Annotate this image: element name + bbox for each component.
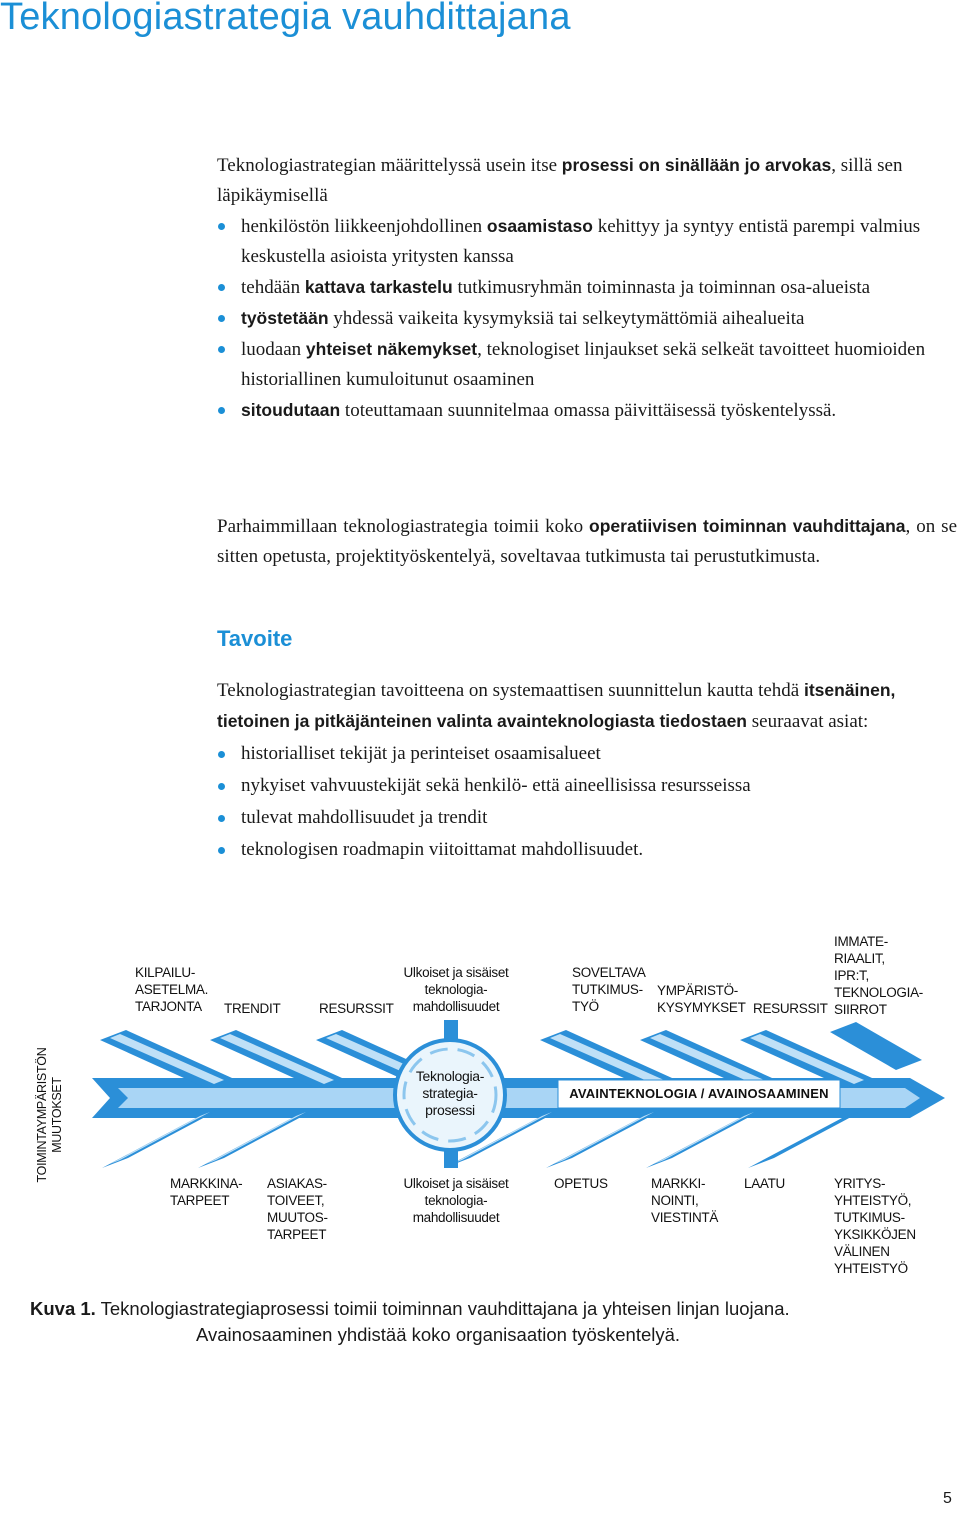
paragraph-text: Parhaimmillaan teknologiastrategia toimii koko bbox=[217, 516, 590, 537]
goal-paragraph bbox=[217, 675, 957, 737]
list-item: historialliset tekijät ja perinteiset osaamisalueet bbox=[217, 739, 957, 769]
label-environmental-issues: YMPÄRISTÖ- KYSYMYKSET bbox=[657, 983, 746, 1015]
goal-bullet-list bbox=[217, 739, 957, 865]
list-item bbox=[217, 303, 957, 334]
label-teaching: OPETUS bbox=[554, 1176, 608, 1191]
label-resources-right: RESURSSIT bbox=[753, 1001, 828, 1016]
list-item: teknologisen roadmapin viitoittamat mahdollisuudet. bbox=[217, 835, 957, 865]
label-ipr: IMMATE- RIAALIT, IPR:T, TEKNOLOGIA- SIIRROT bbox=[834, 934, 923, 1017]
bullet-text: tutkimusryhmän toiminnasta ja toiminnan osa-alueista bbox=[452, 277, 871, 298]
caption-line-2: Avainosaaminen yhdistää koko organisaation työskentelyä. bbox=[196, 1324, 681, 1345]
bullet-text: tehdään bbox=[241, 277, 305, 298]
label-quality: LAATU bbox=[744, 1176, 786, 1191]
list-item bbox=[217, 272, 957, 303]
bullet-emphasis: yhteiset näkemykset bbox=[305, 339, 478, 359]
list-item bbox=[217, 395, 957, 426]
process-diagram bbox=[0, 920, 960, 1285]
label-trends: TRENDIT bbox=[224, 1001, 281, 1016]
figure-caption bbox=[30, 1296, 950, 1348]
goal-section bbox=[217, 675, 957, 865]
label-competition: KILPAILU- ASETELMA. TARJONTA bbox=[135, 965, 209, 1014]
key-technology-label: AVAINTEKNOLOGIA / AVAINOSAAMINEN bbox=[569, 1086, 829, 1101]
label-tech-opportunities-bottom: Ulkoiset ja sisäiset teknologia- mahdollisuudet bbox=[403, 1176, 509, 1225]
goal-emphasis: itsenäinen, tietoinen ja pitkäjänteinen valinta avainteknologiasta tiedostaen bbox=[217, 680, 896, 731]
bullet-text: kehittyy ja syntyy entistä parempi valmius keskustella asioista yritysten kanssa bbox=[241, 216, 921, 267]
paragraph-text-end: , on se sitten opetusta, projektityöskentelyä, soveltavaa tutkimusta tai perustutkimusta. bbox=[217, 516, 957, 567]
paragraph-emphasis: operatiivisen toiminnan vauhdittajana bbox=[589, 516, 906, 536]
goal-text-end: seuraavat asiat: bbox=[747, 711, 869, 732]
intro-lead-emphasis: prosessi on sinällään jo arvokas bbox=[561, 155, 832, 175]
bullet-emphasis: kattava tarkastelu bbox=[304, 277, 453, 297]
list-item: nykyiset vahvuustekijät sekä henkilö- että aineellisissa resursseissa bbox=[217, 771, 957, 801]
list-item bbox=[217, 334, 957, 395]
label-marketing: MARKKI- NOINTI, VIESTINTÄ bbox=[651, 1176, 719, 1225]
bullet-emphasis: sitoudutaan bbox=[241, 400, 341, 420]
label-applied-research: SOVELTAVA TUTKIMUS- TYÖ bbox=[572, 965, 646, 1014]
caption-line-1: Teknologiastrategiaprosessi toimii toiminnan vauhdittajana ja yhteisen linjan luojana. bbox=[95, 1298, 790, 1319]
label-resources-left: RESURSSIT bbox=[319, 1001, 394, 1016]
caption-label: Kuva 1. bbox=[30, 1298, 96, 1319]
bullet-text: henkilöstön liikkeenjohdollinen bbox=[241, 216, 487, 237]
label-tech-opportunities-top: Ulkoiset ja sisäiset teknologia- mahdollisuudet bbox=[403, 965, 509, 1014]
intro-section bbox=[217, 150, 957, 426]
page-number: 5 bbox=[943, 1490, 952, 1507]
intro-lead-text: Teknologiastrategian määrittelyssä usein itse bbox=[217, 155, 562, 176]
list-item bbox=[217, 211, 957, 272]
intro-lead-text-end: , sillä sen läpikäymisellä bbox=[217, 155, 903, 206]
bullet-text: toteuttamaan suunnitelmaa omassa päivittäisessä työskentelyssä. bbox=[340, 400, 837, 421]
section-heading-goal: Tavoite bbox=[217, 626, 293, 651]
bullet-text: luodaan bbox=[241, 339, 306, 360]
paragraph-operational bbox=[217, 511, 957, 572]
bullet-emphasis: työstetään bbox=[241, 308, 329, 328]
intro-lead bbox=[217, 150, 957, 211]
bullet-emphasis: osaamistaso bbox=[486, 216, 593, 236]
bullet-text: , teknologiset linjaukset sekä selkeät tavoitteet huomioiden historiallinen kumuloitunut osaaminen bbox=[241, 339, 926, 390]
goal-text: Teknologiastrategian tavoitteena on systemaattisen suunnittelun kautta tehdä bbox=[217, 680, 804, 701]
list-item: tulevat mahdollisuudet ja trendit bbox=[217, 803, 957, 833]
label-market-needs: MARKKINA- TARPEET bbox=[170, 1176, 243, 1208]
intro-bullet-list bbox=[217, 211, 957, 426]
label-customer-wishes: ASIAKAS- TOIVEET, MUUTOS- TARPEET bbox=[267, 1176, 328, 1242]
label-cooperation: YRITYS- YHTEISTYÖ, TUTKIMUS- YKSIKKÖJEN VÄLINEN YHTEISTYÖ bbox=[834, 1176, 916, 1276]
page-title: Teknologiastrategia vauhdittajana bbox=[0, 0, 571, 38]
side-label-environment-changes: TOIMINTAYMPÄRISTÖN MUUTOKSET bbox=[35, 1047, 64, 1183]
bullet-text: yhdessä vaikeita kysymyksiä tai selkeytymättömiä aihealueita bbox=[328, 308, 805, 329]
center-process-label: Teknologia- strategia- prosessi bbox=[415, 1068, 485, 1118]
